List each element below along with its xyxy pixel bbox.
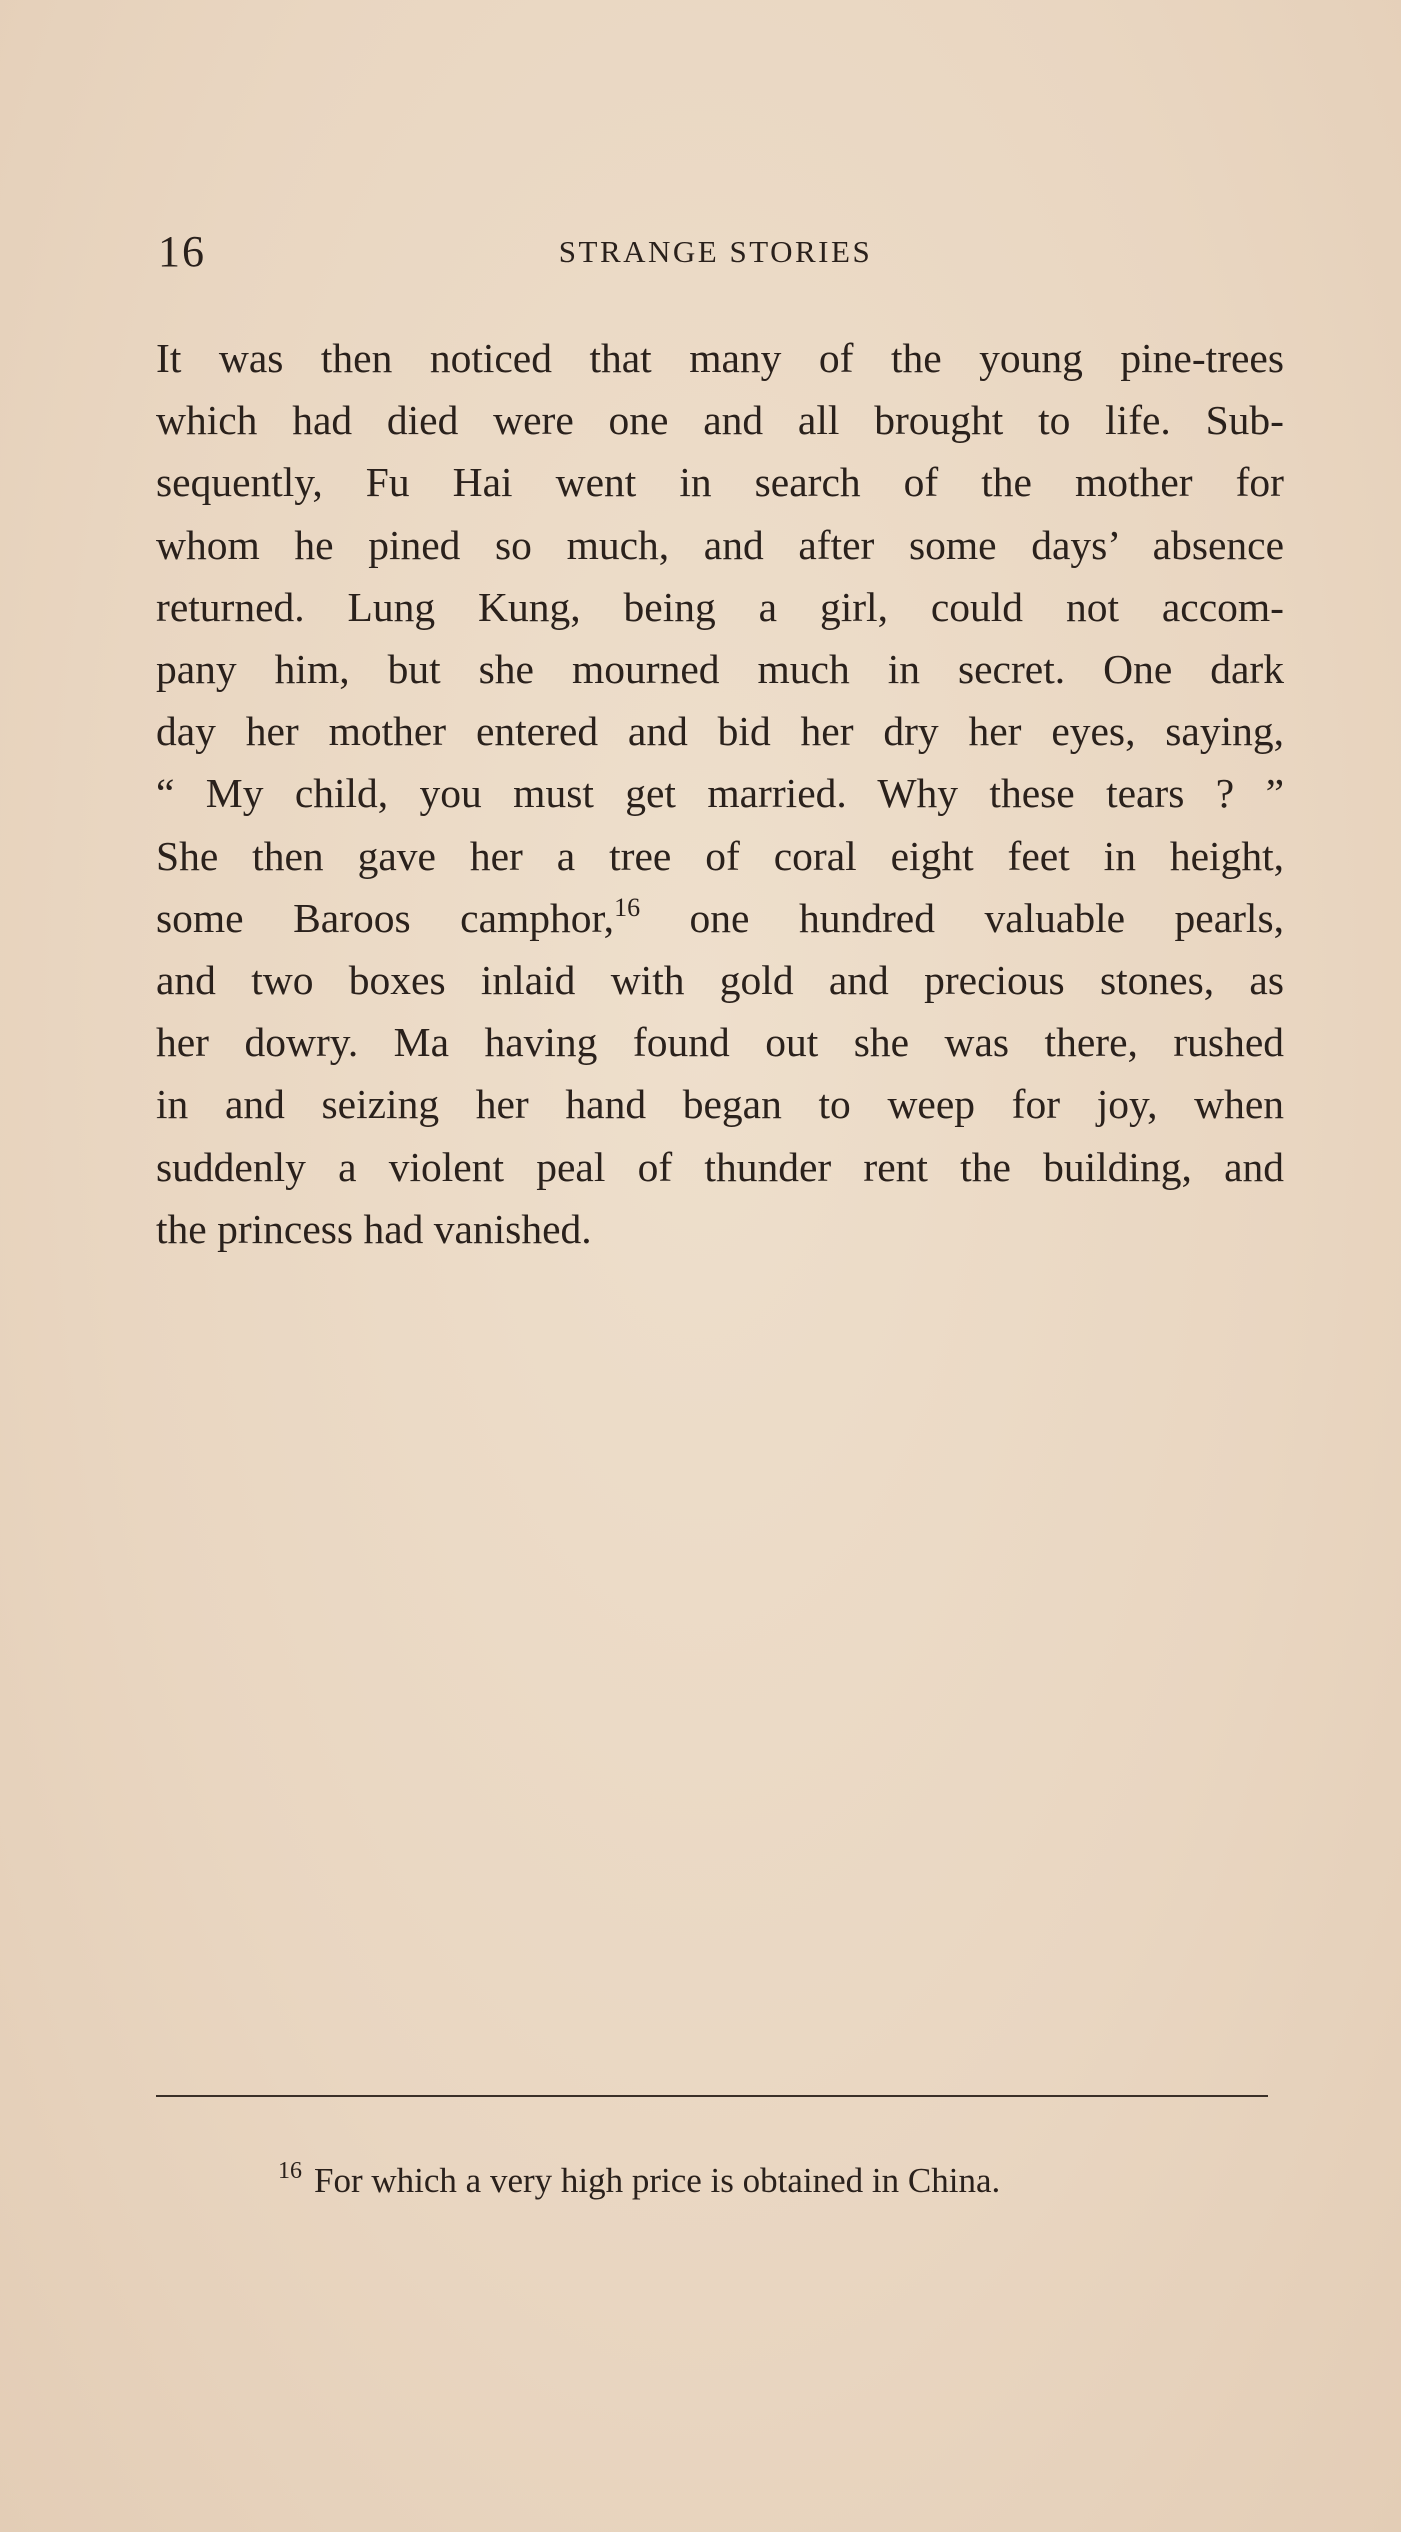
text-line: her dowry. Ma having found out she was there, rushed (156, 1019, 1284, 1066)
text-line: suddenly a violent peal of thunder rent the building, and (156, 1143, 1284, 1190)
text-segment: some Baroos camphor, (156, 894, 615, 941)
body-text (156, 327, 1284, 1260)
text-line: whom he pined so much, and after some days’ absence (156, 521, 1284, 568)
footnote-marker: 16 (278, 2158, 302, 2184)
text-segment: one hundred valuable pearls, (640, 894, 1284, 941)
text-line: in and seizing her hand began to weep for joy, when (156, 1081, 1284, 1128)
text-line: day her mother entered and bid her dry her eyes, saying, (156, 708, 1284, 755)
running-head (158, 222, 1273, 282)
page-number: 16 (158, 227, 206, 276)
text-line: She then gave her a tree of coral eight feet in height, (156, 832, 1284, 879)
text-line: returned. Lung Kung, being a girl, could not accom- (156, 583, 1284, 630)
text-line: pany him, but she mourned much in secret. One dark (156, 646, 1284, 693)
text-line: It was then noticed that many of the young pine-trees (156, 335, 1284, 381)
running-title: STRANGE STORIES (558, 234, 873, 269)
footnote-divider (156, 2095, 1268, 2097)
text-line: the princess had vanished. (156, 1205, 592, 1252)
text-line: and two boxes inlaid with gold and precious stones, as (156, 957, 1284, 1004)
footnote (278, 2155, 1278, 2207)
text-line: “ My child, you must get married. Why these tears ? ” (156, 770, 1284, 817)
footnote-text: For which a very high price is obtained in China. (314, 2161, 1001, 2200)
text-line-with-note-ref (156, 887, 1284, 949)
text-line: which had died were one and all brought to life. Sub- (156, 397, 1284, 444)
text-line: sequently, Fu Hai went in search of the mother for (156, 459, 1284, 506)
footnote-reference: 16 (614, 892, 641, 922)
